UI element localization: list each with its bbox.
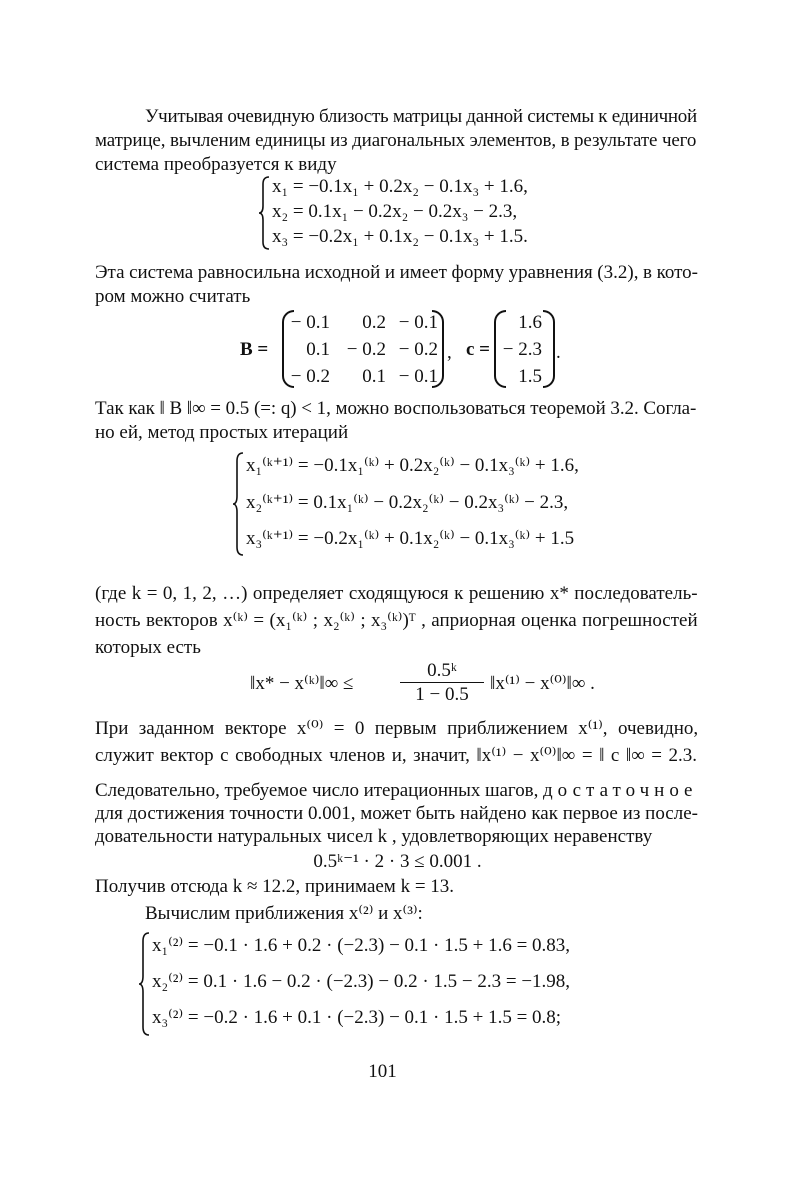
- paragraph-line: матрице, вычленим единицы из диагональных элементов, в результате чего: [95, 130, 697, 151]
- matrix-cell: 0.1: [362, 366, 386, 387]
- period: .: [556, 342, 561, 363]
- brace-icon: [232, 452, 244, 556]
- equation-row: x₂⁽ᵏ⁺¹⁾ = 0.1x₁⁽ᵏ⁾ − 0.2x₂⁽ᵏ⁾ − 0.2x₃⁽ᵏ⁾ − 2.3,: [246, 492, 569, 513]
- matrix-cell: − 0.1: [398, 366, 438, 387]
- estimate-rhs: ‖x⁽¹⁾ − x⁽⁰⁾‖∞ .: [490, 673, 595, 694]
- paragraph-line: которых есть: [95, 637, 201, 658]
- emphasis-spaced: достаточное: [542, 780, 698, 801]
- brace-icon: [258, 176, 270, 250]
- paragraph-line: При заданном векторе x⁽⁰⁾ = 0 первым приближением x⁽¹⁾, очевидно,: [95, 718, 699, 739]
- paragraph-line: Учитывая очевидную близость матрицы данной системы к единичной: [145, 106, 697, 127]
- matrix-cell: − 0.1: [290, 312, 330, 333]
- inequality: 0.5ᵏ⁻¹ · 2 · 3 ≤ 0.001 .: [313, 851, 482, 872]
- matrix-cell: − 0.2: [346, 339, 386, 360]
- comma: ,: [447, 342, 452, 363]
- vector-cell: 1.5: [518, 366, 542, 387]
- vector-c-label: c =: [466, 339, 491, 360]
- paragraph-line: Так как ‖ B ‖∞ = 0.5 (=: q) < 1, можно воспользоваться теоремой 3.2. Согла-: [95, 398, 697, 419]
- vector-cell: 1.6: [518, 312, 542, 333]
- paragraph-line: Получив отсюда k ≈ 12.2, принимаем k = 13.: [95, 876, 455, 897]
- estimate-lhs: ‖x* − x⁽ᵏ⁾‖∞ ≤: [250, 673, 354, 694]
- paragraph-line: Эта система равносильна исходной и имеет форму уравнения (3.2), в кото-: [95, 262, 698, 283]
- fraction-numerator: 0.5ᵏ: [400, 660, 484, 683]
- paragraph-line: довательности натуральных чисел k , удовлетворяющих неравенству: [95, 826, 653, 847]
- matrix-b-label: B =: [240, 339, 269, 360]
- paragraph-line: для достижения точности 0.001, может быть найдено как первое из после-: [95, 803, 698, 824]
- matrix-cell: 0.2: [362, 312, 386, 333]
- equation-row: x₃⁽²⁾ = −0.2 · 1.6 + 0.1 · (−2.3) − 0.1 · 1.5 + 1.5 = 0.8;: [152, 1007, 562, 1028]
- brace-icon: [138, 932, 150, 1036]
- paragraph-line: Вычислим приближения x⁽²⁾ и x⁽³⁾:: [145, 903, 423, 924]
- vector-cell: − 2.3: [502, 339, 542, 360]
- matrix-cell: − 0.2: [290, 366, 330, 387]
- matrix-cell: − 0.1: [398, 312, 438, 333]
- matrix-cell: − 0.2: [398, 339, 438, 360]
- page-number: 101: [368, 1061, 397, 1082]
- equation-row: x₁⁽ᵏ⁺¹⁾ = −0.1x₁⁽ᵏ⁾ + 0.2x₂⁽ᵏ⁾ − 0.1x₃⁽ᵏ⁾ + 1.6,: [246, 455, 579, 476]
- paragraph-line: ность векторов x⁽ᵏ⁾ = (x₁⁽ᵏ⁾ ; x₂⁽ᵏ⁾ ; x₃⁽ᵏ⁾)ᵀ , априорная оценка погрешностей: [95, 610, 698, 631]
- right-paren-icon: [543, 310, 555, 388]
- paragraph-line: [95, 780, 700, 802]
- equation-row: x₁⁽²⁾ = −0.1 · 1.6 + 0.2 · (−2.3) − 0.1 · 1.5 + 1.6 = 0.83,: [152, 935, 571, 956]
- equation-row: x₃⁽ᵏ⁺¹⁾ = −0.2x₁⁽ᵏ⁾ + 0.1x₂⁽ᵏ⁾ − 0.1x₃⁽ᵏ⁾ + 1.5: [246, 528, 575, 549]
- equation-row: x₂⁽²⁾ = 0.1 · 1.6 − 0.2 · (−2.3) − 0.2 · 1.5 − 2.3 = −1.98,: [152, 971, 571, 992]
- paragraph-line: (где k = 0, 1, 2, …) определяет сходящуюся к решению x* последователь-: [95, 583, 698, 604]
- paragraph-line: ром можно считать: [95, 286, 251, 307]
- text: Следовательно, требуемое число итерационных шагов,: [95, 780, 539, 801]
- fraction-denominator: 1 − 0.5: [415, 684, 469, 705]
- matrix-cell: 0.1: [306, 339, 330, 360]
- paragraph-line: система преобразуется к виду: [95, 154, 337, 175]
- paragraph-line: но ей, метод простых итераций: [95, 422, 349, 443]
- equation-row: x₂ = 0.1x₁ − 0.2x₂ − 0.2x₃ − 2.3,: [272, 201, 518, 222]
- right-paren-icon: [432, 310, 444, 388]
- equation-row: x₁ = −0.1x₁ + 0.2x₂ − 0.1x₃ + 1.6,: [272, 176, 528, 197]
- equation-row: x₃ = −0.2x₁ + 0.1x₂ − 0.1x₃ + 1.5.: [272, 226, 528, 247]
- paragraph-line: служит вектор c свободных членов и, значит, ‖x⁽¹⁾ − x⁽⁰⁾‖∞ = ‖ c ‖∞ = 2.3.: [95, 745, 698, 766]
